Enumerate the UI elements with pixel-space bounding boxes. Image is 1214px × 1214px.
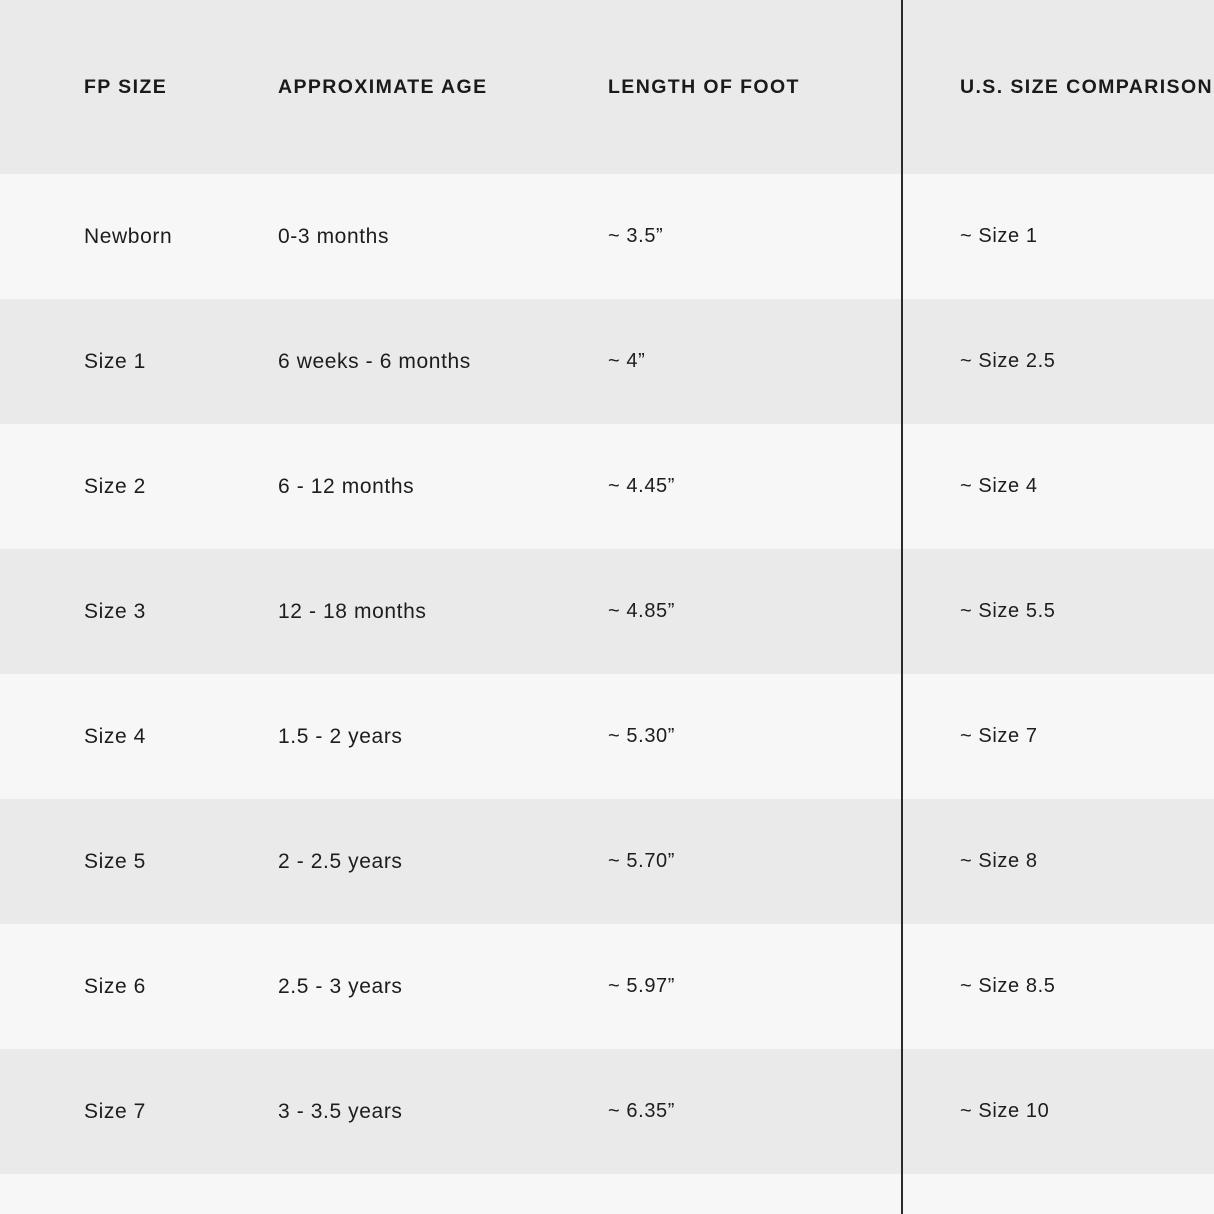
cell-length-of-foot: ~ 5.70” <box>528 799 900 924</box>
column-header-approximate-age: APPROXIMATE AGE <box>198 0 528 174</box>
column-header-fp-size: FP SIZE <box>0 0 198 174</box>
cell-us-size: ~ Size 4 <box>900 424 1214 549</box>
table-header <box>0 0 1214 174</box>
cell-length-of-foot: ~ 6.35” <box>528 1049 900 1174</box>
table-row <box>0 299 1214 424</box>
table-row <box>0 424 1214 549</box>
cell-approximate-age: 6 weeks - 6 months <box>198 299 528 424</box>
table-row <box>0 674 1214 799</box>
cell-length-of-foot: ~ 4.45” <box>528 424 900 549</box>
cell-approximate-age: 12 - 18 months <box>198 549 528 674</box>
cell-length-of-foot: ~ 5.30” <box>528 674 900 799</box>
cell-us-size: ~ Size 7 <box>900 674 1214 799</box>
cell-us-size: ~ Size 10 <box>900 1049 1214 1174</box>
column-header-us-size-comparison: U.S. SIZE COMPARISON <box>900 0 1214 174</box>
cell-fp-size: Size 3 <box>0 549 198 674</box>
column-divider-line <box>901 0 903 1214</box>
table-header-row <box>0 0 1214 174</box>
cell-approximate-age: 0-3 months <box>198 174 528 299</box>
cell-us-size: ~ Size 2.5 <box>900 299 1214 424</box>
cell-fp-size: Size 4 <box>0 674 198 799</box>
table-body <box>0 174 1214 1174</box>
cell-us-size: ~ Size 1 <box>900 174 1214 299</box>
table-row <box>0 549 1214 674</box>
table-row <box>0 924 1214 1049</box>
cell-approximate-age: 1.5 - 2 years <box>198 674 528 799</box>
cell-fp-size: Size 1 <box>0 299 198 424</box>
table-row <box>0 174 1214 299</box>
cell-approximate-age: 2.5 - 3 years <box>198 924 528 1049</box>
cell-fp-size: Size 5 <box>0 799 198 924</box>
cell-fp-size: Newborn <box>0 174 198 299</box>
table-row <box>0 799 1214 924</box>
cell-fp-size: Size 7 <box>0 1049 198 1174</box>
cell-fp-size: Size 2 <box>0 424 198 549</box>
cell-length-of-foot: ~ 4” <box>528 299 900 424</box>
cell-approximate-age: 3 - 3.5 years <box>198 1049 528 1174</box>
cell-fp-size: Size 6 <box>0 924 198 1049</box>
bottom-margin <box>0 1178 1214 1214</box>
cell-approximate-age: 2 - 2.5 years <box>198 799 528 924</box>
cell-length-of-foot: ~ 5.97” <box>528 924 900 1049</box>
cell-us-size: ~ Size 8 <box>900 799 1214 924</box>
cell-length-of-foot: ~ 3.5” <box>528 174 900 299</box>
column-header-length-of-foot: LENGTH OF FOOT <box>528 0 900 174</box>
cell-approximate-age: 6 - 12 months <box>198 424 528 549</box>
table-row <box>0 1049 1214 1174</box>
cell-us-size: ~ Size 8.5 <box>900 924 1214 1049</box>
cell-us-size: ~ Size 5.5 <box>900 549 1214 674</box>
cell-length-of-foot: ~ 4.85” <box>528 549 900 674</box>
